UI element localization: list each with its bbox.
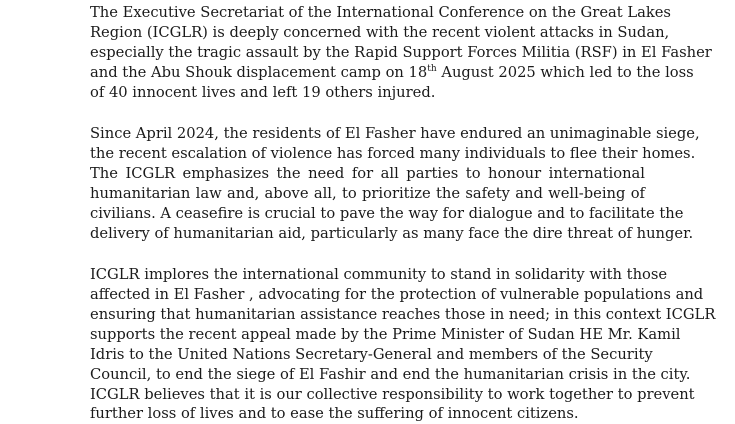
paragraph-line: supports the recent appeal made by the Prime Minister of Sudan HE Mr. Kamil [90,326,681,343]
paragraph-line: affected in El Fasher , advocating for the protection of vulnerable populations and [90,286,704,303]
paragraph-line: further loss of lives and to ease the suffering of innocent citizens. [90,405,579,422]
paragraph-line: civilians. A ceasefire is crucial to pave the way for dialogue and to facilitate the [90,205,684,222]
line-text-before: and the Abu Shouk displacement camp on 18 [90,64,428,81]
paragraph-line: Since April 2024, the residents of El Fasher have endured an unimaginable siege, [90,125,700,142]
paragraph-line: ensuring that humanitarian assistance reaches those in need; in this context ICGLR [90,306,716,323]
paragraph-line: the recent escalation of violence has forced many individuals to flee their homes. [90,145,696,162]
paragraph-line: Council, to end the siege of El Fashir and end the humanitarian crisis in the city. [90,366,691,383]
paragraph-line: Region (ICGLR) is deeply concerned with the recent violent attacks in Sudan, [90,24,670,41]
paragraph-line: delivery of humanitarian aid, particularly as many face the dire threat of hunger. [90,225,694,242]
paragraph-line: ICGLR implores the international community to stand in solidarity with those [90,266,668,283]
line-text-after: August 2025 which led to the loss [436,64,694,81]
paragraph-line: The Executive Secretariat of the International Conference on the Great Lakes [90,4,671,21]
paragraph-line: Idris to the United Nations Secretary-General and members of the Security [90,346,653,363]
paragraph-line: especially the tragic assault by the Rapid Support Forces Militia (RSF) in El Fasher [90,44,712,61]
paragraph-line-with-date [90,63,694,83]
paragraph-line: The ICGLR emphasizes the need for all parties to honour international [90,165,645,182]
ordinal-suffix: th [427,64,437,74]
paragraph-line: of 40 innocent lives and left 19 others injured. [90,84,436,101]
paragraph-line: ICGLR believes that it is our collective responsibility to work together to prevent [90,386,695,403]
paragraph-line: humanitarian law and, above all, to prioritize the safety and well-being of [90,185,645,202]
